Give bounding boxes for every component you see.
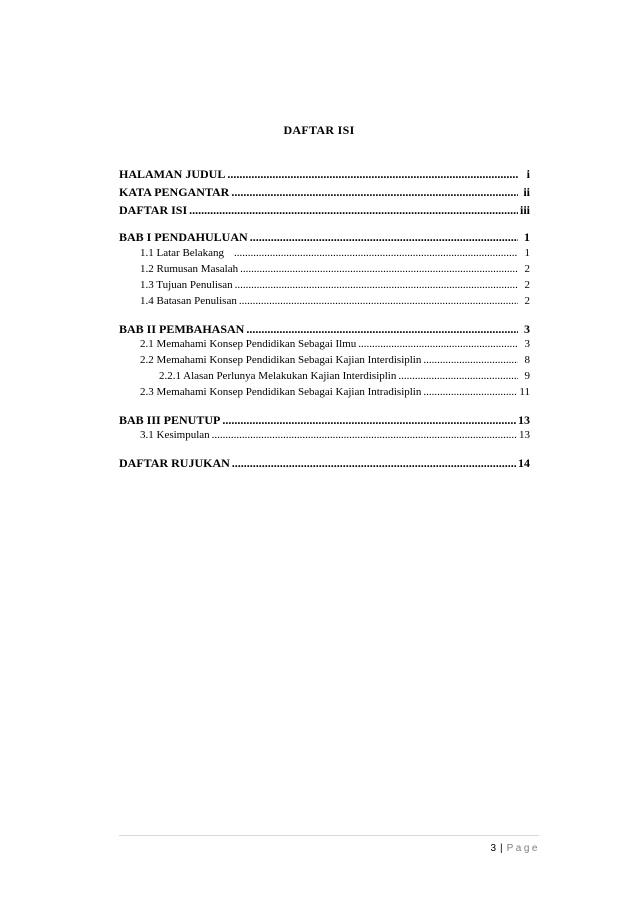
toc-entry-1-3: [119, 279, 530, 291]
leader-dots: [232, 456, 516, 471]
leader-dots: [212, 429, 517, 441]
toc-entry-kata-pengantar: [119, 185, 530, 200]
toc-entry-label: HALAMAN JUDUL: [119, 167, 226, 181]
toc-entry-page: 13: [518, 413, 530, 427]
toc-entry-2-2: [119, 354, 530, 366]
toc-entry-1-1: [119, 247, 530, 259]
leader-dots: [234, 247, 518, 259]
page-footer: [490, 843, 540, 854]
leader-dots: [222, 413, 516, 428]
toc-entry-bab-3: [119, 413, 530, 428]
toc-entry-1-2: [119, 263, 530, 275]
toc-entry-page: 14: [518, 456, 530, 470]
leader-dots: [250, 230, 518, 245]
toc-entry-1-4: [119, 295, 530, 307]
leader-dots: [358, 338, 518, 350]
footer-separator: |: [500, 843, 503, 854]
footer-page-number: 3: [490, 843, 497, 854]
toc-entry-page: 1: [524, 247, 530, 259]
toc-entry-label: BAB III PENUTUP: [119, 413, 221, 427]
leader-dots: [423, 354, 518, 366]
toc-entry-2-2-1: [119, 370, 530, 382]
toc-entry-label: 2.2 Memahami Konsep Pendidikan Sebagai Kajian Interdisiplin: [140, 354, 422, 366]
toc-entry-label: 1.1 Latar Belakang: [140, 247, 224, 259]
footer-divider: [119, 835, 539, 836]
toc-entry-page: iii: [519, 203, 530, 217]
toc-entry-page: 8: [524, 354, 530, 366]
toc-entry-page: 13: [519, 429, 530, 441]
leader-dots: [231, 185, 518, 200]
leader-dots: [189, 203, 518, 218]
page-title: DAFTAR ISI: [283, 123, 355, 137]
toc-entry-page: i: [526, 167, 530, 181]
toc-entry-page: 9: [524, 370, 530, 382]
toc-entry-label: DAFTAR RUJUKAN: [119, 456, 230, 470]
toc-entry-page: 2: [524, 295, 530, 307]
leader-dots: [423, 386, 517, 398]
toc-entry-halaman-judul: [119, 167, 530, 182]
toc-entry-2-3: [119, 386, 530, 398]
leader-dots: [398, 370, 518, 382]
toc-entry-label: DAFTAR ISI: [119, 203, 188, 217]
toc-entry-label: BAB I PENDAHULUAN: [119, 230, 248, 244]
toc-entry-page: 3: [524, 338, 530, 350]
toc-entry-daftar-isi: [119, 203, 530, 218]
leader-dots: [246, 322, 518, 337]
leader-dots: [240, 263, 518, 275]
toc-entry-page: 2: [524, 263, 530, 275]
toc-entry-2-1: [119, 338, 530, 350]
toc-entry-page: 11: [519, 386, 530, 398]
toc-entry-label: 2.3 Memahami Konsep Pendidikan Sebagai Kajian Intradisiplin: [140, 386, 422, 398]
toc-entry-label: 3.1 Kesimpulan: [140, 429, 210, 441]
toc-entry-3-1: [119, 429, 530, 441]
toc-entry-label: 1.4 Batasan Penulisan: [140, 295, 237, 307]
toc-entry-label: BAB II PEMBAHASAN: [119, 322, 245, 336]
toc-entry-label: 1.2 Rumusan Masalah: [140, 263, 239, 275]
leader-dots: [227, 167, 518, 182]
toc-entry-daftar-rujukan: [119, 456, 530, 471]
toc-entry-label: 2.1 Memahami Konsep Pendidikan Sebagai Ilmu: [140, 338, 357, 350]
toc-entry-bab-2: [119, 322, 530, 337]
toc-entry-label: 2.2.1 Alasan Perlunya Melakukan Kajian Interdisiplin: [159, 370, 397, 382]
toc-entry-page: 3: [524, 322, 530, 336]
footer-page-word: Page: [506, 843, 540, 854]
toc-entry-page: 2: [524, 279, 530, 291]
toc-entry-page: 1: [524, 230, 530, 244]
toc-entry-label: KATA PENGANTAR: [119, 185, 230, 199]
toc-entry-page: ii: [523, 185, 530, 199]
toc-entry-label: 1.3 Tujuan Penulisan: [140, 279, 233, 291]
leader-dots: [239, 295, 518, 307]
leader-dots: [235, 279, 518, 291]
toc-entry-bab-1: [119, 230, 530, 245]
